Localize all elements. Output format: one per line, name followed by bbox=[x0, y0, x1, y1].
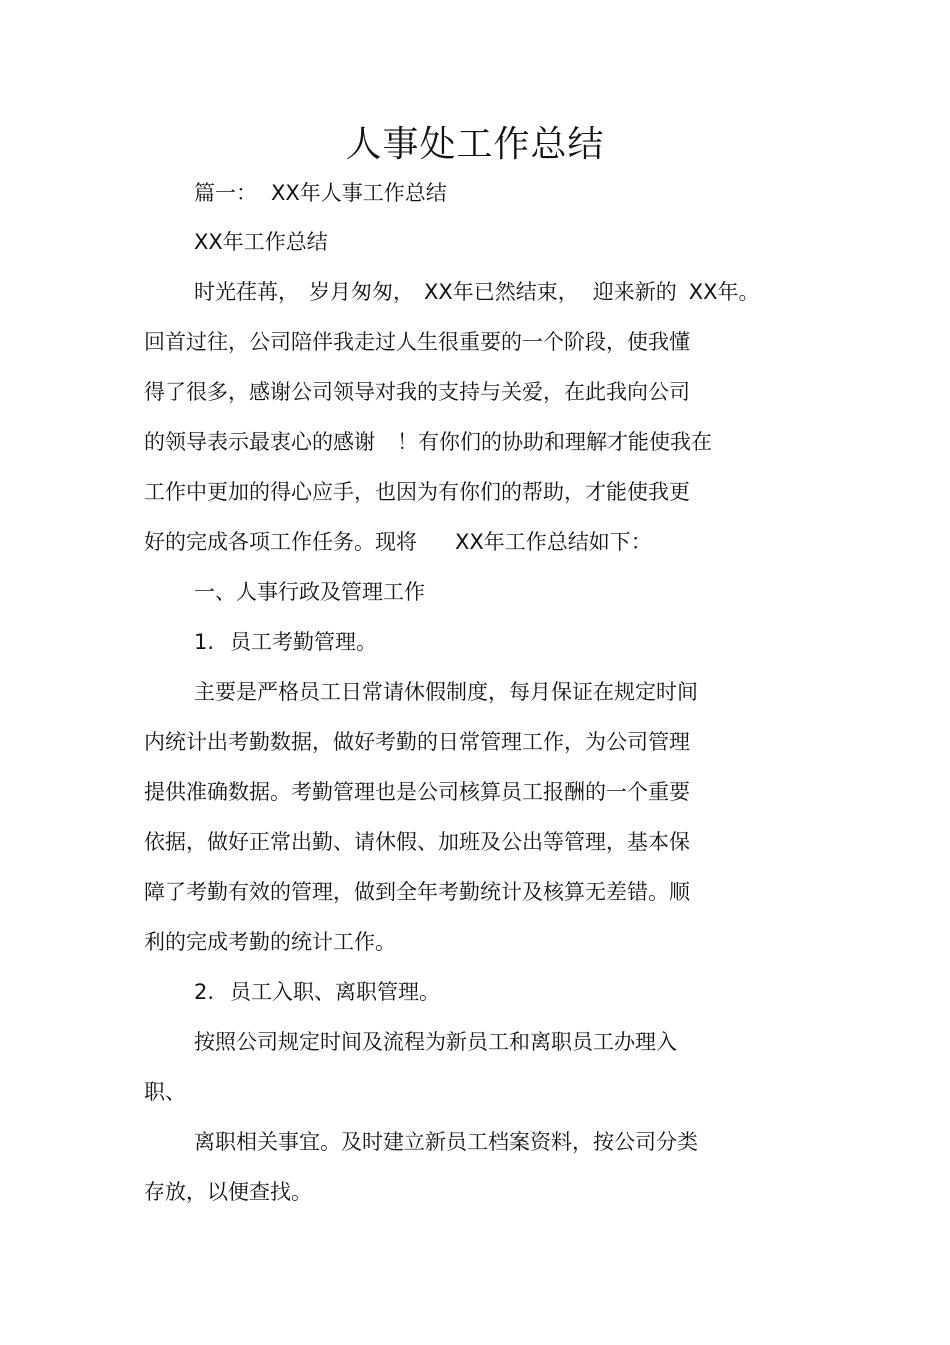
paragraph-line bbox=[144, 1177, 312, 1207]
paragraph-line bbox=[144, 327, 690, 357]
paragraph-line bbox=[194, 178, 447, 208]
line-segment: 岁月匆匆， bbox=[309, 280, 414, 304]
line-segment: 内统计出考勤数据，做好考勤的日常管理工作，为公司管理 bbox=[144, 730, 690, 754]
line-segment: XX年工作总结如下： bbox=[455, 530, 652, 554]
subsection-heading bbox=[194, 627, 377, 657]
line-segment: 时光荏苒， bbox=[194, 280, 299, 304]
line-segment: 存放，以便查找。 bbox=[144, 1180, 312, 1204]
line-segment: 一、人事行政及管理工作 bbox=[194, 580, 425, 604]
paragraph-line bbox=[144, 427, 712, 457]
paragraph-line bbox=[194, 1127, 698, 1157]
section-heading bbox=[194, 577, 425, 607]
line-segment: 得了很多，感谢公司领导对我的支持与关爱，在此我向公司 bbox=[144, 380, 690, 404]
document-title: 人事处工作总结 bbox=[345, 124, 605, 165]
line-segment: 1. bbox=[194, 630, 215, 654]
paragraph-line bbox=[194, 277, 760, 307]
paragraph-line bbox=[144, 377, 690, 407]
line-segment: 依据，做好正常出勤、请休假、加班及公出等管理，基本保 bbox=[144, 830, 690, 854]
line-segment: 员工考勤管理。 bbox=[230, 630, 378, 654]
line-segment: XX年已然结束， bbox=[424, 280, 579, 304]
line-segment: XX年。 bbox=[688, 280, 760, 304]
line-segment: ！有你们的协助和理解才能使我在 bbox=[397, 430, 712, 454]
paragraph-line bbox=[144, 877, 690, 907]
line-segment: 职、 bbox=[144, 1080, 186, 1104]
line-segment: 利的完成考勤的统计工作。 bbox=[144, 930, 396, 954]
line-segment: 2. bbox=[194, 980, 215, 1004]
line-segment: 离职相关事宜。及时建立新员工档案资料，按公司分类 bbox=[194, 1130, 698, 1154]
line-segment: 篇一： bbox=[194, 181, 257, 205]
line-segment: 提供准确数据。考勤管理也是公司核算员工报酬的一个重要 bbox=[144, 780, 690, 804]
paragraph-line bbox=[144, 1077, 186, 1107]
line-segment: 好的完成各项工作任务。现将 bbox=[144, 530, 417, 554]
line-segment: 按照公司规定时间及流程为新员工和离职员工办理入 bbox=[194, 1030, 677, 1054]
line-segment: 工作中更加的得心应手，也因为有你们的帮助，才能使我更 bbox=[144, 480, 690, 504]
line-segment: 障了考勤有效的管理，做到全年考勤统计及核算无差错。顺 bbox=[144, 880, 690, 904]
paragraph-line bbox=[144, 827, 690, 857]
paragraph-line bbox=[144, 727, 690, 757]
line-segment: 的领导表示最衷心的感谢 bbox=[144, 430, 375, 454]
line-segment: XX年工作总结 bbox=[194, 230, 328, 254]
paragraph-line bbox=[194, 227, 328, 257]
line-segment: 主要是严格员工日常请休假制度，每月保证在规定时间 bbox=[194, 680, 698, 704]
paragraph-line bbox=[144, 777, 690, 807]
line-segment: 迎来新的 bbox=[592, 280, 677, 304]
paragraph-line bbox=[194, 677, 698, 707]
line-segment: 回首过往，公司陪伴我走过人生很重要的一个阶段，使我懂 bbox=[144, 330, 690, 354]
paragraph-line bbox=[144, 477, 690, 507]
paragraph-line bbox=[144, 527, 652, 557]
line-segment: 员工入职、离职管理。 bbox=[230, 980, 441, 1004]
paragraph-line bbox=[194, 1027, 677, 1057]
line-segment: XX年人事工作总结 bbox=[271, 181, 447, 205]
paragraph-line bbox=[144, 927, 396, 957]
subsection-heading bbox=[194, 977, 440, 1007]
